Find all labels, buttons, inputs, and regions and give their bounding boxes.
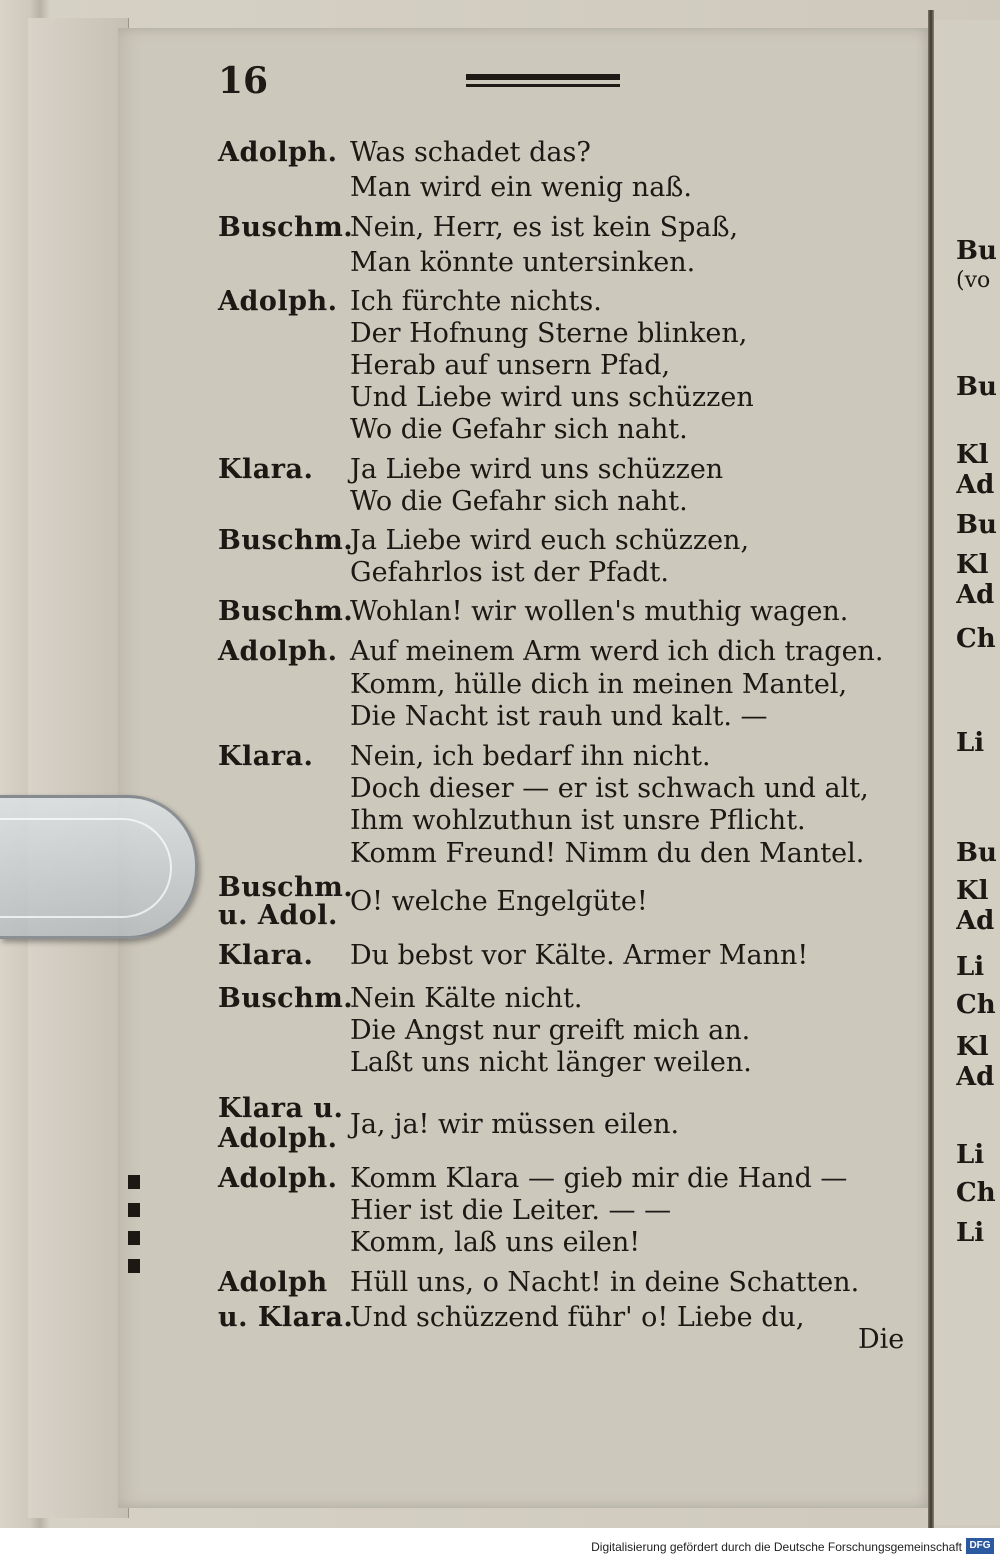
right-page-fragment: Bu bbox=[956, 236, 997, 266]
dialogue-line bbox=[218, 636, 918, 670]
dialogue-line bbox=[218, 1047, 918, 1081]
speaker-name: Buschm. bbox=[218, 212, 354, 243]
verse-text: Gefahrlos ist der Pfadt. bbox=[350, 557, 669, 588]
verse-text: Ihm wohlzuthun ist unsre Pflicht. bbox=[350, 805, 806, 836]
verse-text: Man wird ein wenig naß. bbox=[350, 172, 692, 203]
dialogue-line bbox=[218, 741, 918, 775]
dialogue-line bbox=[218, 701, 918, 735]
catchword: Die bbox=[858, 1324, 905, 1355]
dialogue-line bbox=[218, 525, 918, 559]
dialogue-line bbox=[218, 247, 918, 281]
speaker-name: Buschm. bbox=[218, 596, 354, 627]
verse-text: Komm, laß uns eilen! bbox=[350, 1227, 641, 1258]
speaker-name: u. Adol. bbox=[218, 900, 338, 931]
dialogue-line bbox=[218, 172, 918, 206]
right-page-fragment: Kl bbox=[956, 550, 989, 580]
verse-text: Auf meinem Arm werd ich dich tragen. bbox=[350, 636, 884, 667]
verse-text: Laßt uns nicht länger weilen. bbox=[350, 1047, 752, 1078]
dialogue-line bbox=[218, 212, 918, 246]
speaker-name: Adolph bbox=[218, 1267, 328, 1298]
verse-text: Und schüzzend führ' o! Liebe du, bbox=[350, 1302, 805, 1333]
speaker-name: Klara. bbox=[218, 741, 314, 772]
verse-text: Komm, hülle dich in meinen Mantel, bbox=[350, 669, 848, 700]
dialogue-line bbox=[218, 1109, 918, 1157]
speaker-name: Buschm. bbox=[218, 983, 354, 1014]
dialogue-line bbox=[218, 318, 918, 352]
verse-text: Man könnte untersinken. bbox=[350, 247, 696, 278]
speaker-name: Buschm. bbox=[218, 525, 354, 556]
speaker-name: Adolph. bbox=[218, 1163, 338, 1194]
verse-text: Doch dieser — er ist schwach und alt, bbox=[350, 773, 869, 804]
verse-text: Wo die Gefahr sich naht. bbox=[350, 486, 688, 517]
verse-text: Die Angst nur greift mich an. bbox=[350, 1015, 751, 1046]
underlying-page-edge bbox=[28, 18, 129, 1518]
page-clip-loop bbox=[0, 818, 172, 918]
speaker-name: Adolph. bbox=[218, 1123, 338, 1154]
dialogue-line bbox=[218, 1227, 918, 1261]
right-page-fragment: Li bbox=[956, 1140, 985, 1170]
right-page-fragment: Bu bbox=[956, 372, 997, 402]
verse-text: Wohlan! wir wollen's muthig wagen. bbox=[350, 596, 849, 627]
verse-text: Ja Liebe wird uns schüzzen bbox=[350, 454, 724, 485]
verse-text: Ich fürchte nichts. bbox=[350, 286, 602, 317]
dialogue-line bbox=[218, 669, 918, 703]
right-page-fragment: Kl bbox=[956, 876, 989, 906]
page-clip bbox=[0, 795, 198, 939]
verse-text: Hier ist die Leiter. — — bbox=[350, 1195, 672, 1226]
right-page-fragment: Ad bbox=[956, 580, 995, 610]
verse-text: Wo die Gefahr sich naht. bbox=[350, 414, 688, 445]
right-page-fragment: Li bbox=[956, 1218, 985, 1248]
dialogue-line bbox=[218, 1302, 918, 1336]
right-page-fragment: Li bbox=[956, 952, 985, 982]
dialogue-line bbox=[218, 1267, 918, 1301]
verse-text: Komm Klara — gieb mir die Hand — bbox=[350, 1163, 848, 1194]
right-page-fragment: Ch bbox=[956, 990, 996, 1020]
verse-text: Ja, ja! wir müssen eilen. bbox=[350, 1109, 680, 1140]
dfg-logo: DFG bbox=[966, 1538, 994, 1554]
dialogue-line bbox=[218, 382, 918, 416]
dialogue-line bbox=[218, 350, 918, 384]
verse-text: Du bebst vor Kälte. Armer Mann! bbox=[350, 940, 809, 971]
dialogue-line bbox=[218, 137, 918, 171]
right-page-fragment: Li bbox=[956, 728, 985, 758]
verse-text: Was schadet das? bbox=[350, 137, 591, 168]
right-page-fragment: (vo bbox=[956, 268, 991, 293]
verse-text: Und Liebe wird uns schüzzen bbox=[350, 382, 754, 413]
dialogue-line bbox=[218, 486, 918, 520]
verse-text: Nein Kälte nicht. bbox=[350, 983, 583, 1014]
dialogue-line bbox=[218, 983, 918, 1017]
verse-text: O! welche Engelgüte! bbox=[350, 886, 648, 917]
speaker-name: Buschm. bbox=[218, 872, 354, 903]
right-page-fragment: Bu bbox=[956, 510, 997, 540]
dialogue-line bbox=[218, 414, 918, 448]
speaker-name: Adolph. bbox=[218, 137, 338, 168]
dialogue-line bbox=[218, 557, 918, 591]
right-page-fragment: Ad bbox=[956, 1062, 995, 1092]
speaker-name: Klara u. bbox=[218, 1093, 344, 1124]
verse-text: Nein, ich bedarf ihn nicht. bbox=[350, 741, 711, 772]
right-page-fragment: Bu bbox=[956, 838, 997, 868]
dialogue-line bbox=[218, 1195, 918, 1229]
right-page-fragment: Ad bbox=[956, 906, 995, 936]
speaker-name: Adolph. bbox=[218, 636, 338, 667]
verse-text: Herab auf unsern Pfad, bbox=[350, 350, 671, 381]
speaker-name: Klara. bbox=[218, 454, 314, 485]
header-rule-thin bbox=[466, 84, 620, 87]
dialogue-line bbox=[218, 940, 918, 974]
right-page-fragment: Kl bbox=[956, 1032, 989, 1062]
header-rule-thick bbox=[466, 74, 620, 80]
verse-text: Der Hofnung Sterne blinken, bbox=[350, 318, 748, 349]
right-page-fragment: Kl bbox=[956, 440, 989, 470]
verse-text: Ja Liebe wird euch schüzzen, bbox=[350, 525, 750, 556]
margin-marks bbox=[128, 1175, 140, 1285]
dialogue-line bbox=[218, 596, 918, 630]
right-page-fragment: Ad bbox=[956, 470, 995, 500]
verse-text: Hüll uns, o Nacht! in deine Schatten. bbox=[350, 1267, 860, 1298]
dialogue-line bbox=[218, 454, 918, 488]
right-page-fragment: Ch bbox=[956, 1178, 996, 1208]
digitization-credit: Digitalisierung gefördert durch die Deutsche Forschungsgemeinschaft bbox=[591, 1540, 962, 1554]
verse-text: Komm Freund! Nimm du den Mantel. bbox=[350, 838, 865, 869]
page-number: 16 bbox=[218, 60, 269, 102]
dialogue-line bbox=[218, 1015, 918, 1049]
speaker-name: Klara. bbox=[218, 940, 314, 971]
verse-text: Die Nacht ist rauh und kalt. — bbox=[350, 701, 768, 732]
dialogue-line bbox=[218, 773, 918, 807]
dialogue-line bbox=[218, 1163, 918, 1197]
dialogue-line bbox=[218, 805, 918, 839]
speaker-name: u. Klara. bbox=[218, 1302, 354, 1333]
verse-text: Nein, Herr, es ist kein Spaß, bbox=[350, 212, 739, 243]
right-page-fragment: Ch bbox=[956, 624, 996, 654]
speaker-name: Adolph. bbox=[218, 286, 338, 317]
dialogue-line bbox=[218, 286, 918, 320]
dialogue-line bbox=[218, 838, 918, 872]
